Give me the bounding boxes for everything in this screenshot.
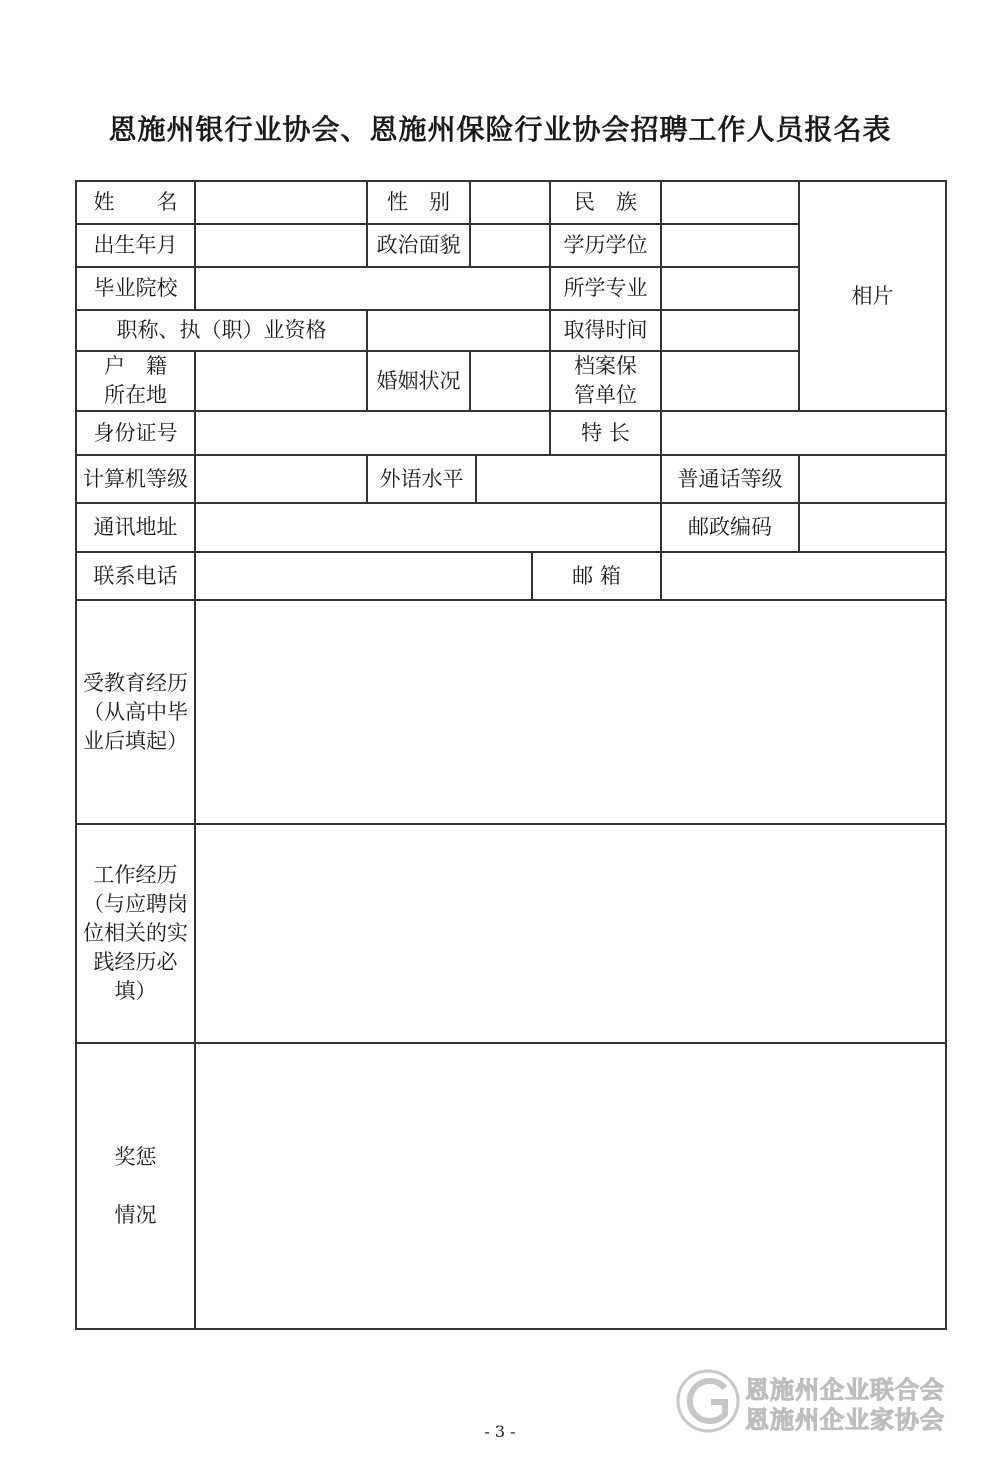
label-work-history: 工作经历 （与应聘岗 位相关的实 践经历必 填） (83, 863, 188, 1003)
row-line (75, 1042, 947, 1044)
col-line (475, 454, 477, 504)
label-computer-level: 计算机等级 (83, 466, 188, 491)
label-professional-qualification: 职称、执（职）业资格 (116, 318, 327, 342)
col-line (660, 410, 662, 456)
col-line (660, 180, 662, 412)
label-hukou: 户 籍 所在地 (104, 354, 167, 407)
label-id-number: 身份证号 (93, 420, 178, 445)
label-mandarin-level: 普通话等级 (677, 466, 783, 491)
label-marital-status: 婚姻状况 (376, 368, 461, 393)
row-line (75, 823, 947, 825)
col-line (194, 350, 196, 1330)
label-school: 毕业院校 (93, 276, 178, 300)
col-line (194, 180, 196, 272)
label-photo: 相片 (851, 283, 894, 308)
col-line (660, 551, 662, 601)
row-line (75, 551, 947, 553)
row-line (75, 599, 947, 601)
row-line (75, 502, 947, 504)
row-line (75, 410, 947, 412)
label-ethnicity: 民 族 (574, 190, 637, 214)
label-obtain-time: 取得时间 (563, 318, 648, 342)
label-education: 学历学位 (563, 233, 648, 257)
col-line (194, 266, 196, 311)
enterprise-logo-icon (675, 1368, 741, 1434)
label-name: 姓 名 (93, 190, 178, 214)
label-foreign-language: 外语水平 (379, 466, 464, 491)
col-line (469, 350, 471, 412)
label-phone: 联系电话 (93, 563, 178, 588)
row-line (75, 1328, 947, 1330)
col-line (798, 454, 800, 553)
label-education-history: 受教育经历 （从高中毕 业后填起） (83, 670, 188, 753)
label-major: 所学专业 (563, 276, 648, 300)
label-archive-unit: 档案保 管单位 (574, 354, 637, 407)
label-political-status: 政治面貌 (376, 233, 461, 257)
label-birth-date: 出生年月 (93, 233, 178, 257)
col-line (469, 180, 471, 268)
col-line (945, 180, 947, 1330)
label-gender: 性 别 (387, 190, 450, 214)
row-line (75, 454, 947, 456)
watermark-logo (675, 1368, 975, 1434)
label-postcode: 邮政编码 (688, 515, 772, 539)
form-title: 恩施州银行业协会、恩施州保险行业协会招聘工作人员报名表 (108, 113, 892, 146)
label-email: 邮 箱 (572, 563, 621, 588)
page-number: - 3 - (484, 1422, 516, 1441)
label-address: 通讯地址 (93, 515, 178, 539)
watermark-line-1: 恩施州企业联合会 (745, 1376, 945, 1404)
label-rewards-punishments: 奖惩 情况 (114, 1144, 157, 1227)
label-specialty: 特 长 (581, 420, 630, 445)
watermark-line-2: 恩施州企业家协会 (745, 1406, 945, 1434)
